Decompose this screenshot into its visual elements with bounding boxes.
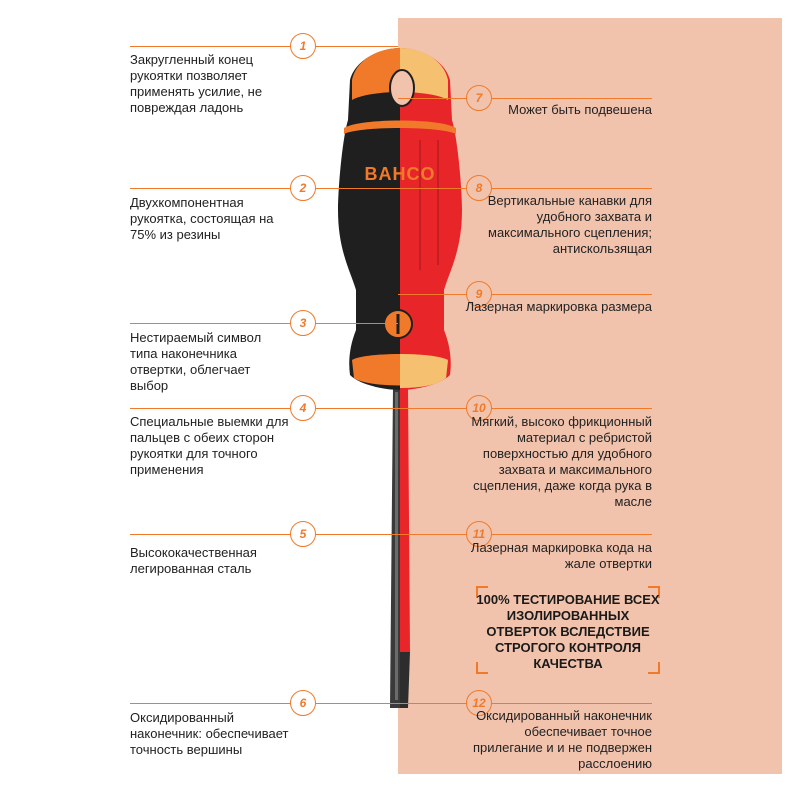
leader-line [398, 188, 652, 189]
feature-description: Вертикальные канавки для удобного захвата и максимального сцепления; антискользящая [487, 193, 652, 256]
leader-line [398, 408, 652, 409]
leader-line [130, 188, 398, 189]
leader-line [398, 703, 652, 704]
leader-line [130, 46, 398, 47]
feature-description: Нестираемый символ типа наконечника отвертки, облегчает выбор [130, 330, 262, 393]
feature-description: Мягкий, высоко фрикционный материал с ребристой поверхностью для удобного захвата и максимального сцепления, даже когда рука в масле [471, 414, 652, 509]
feature-number-badge: 4 [290, 395, 316, 421]
leader-line [398, 294, 652, 295]
feature-description: Лазерная маркировка кода на жале отвертки [470, 540, 652, 571]
leader-line [398, 534, 652, 535]
feature-number-badge: 10 [466, 395, 492, 421]
feature-description: Двухкомпонентная рукоятка, состоящая на 75% из резины [130, 195, 274, 242]
handle-rubber [338, 48, 400, 390]
feature-description: Высококачественная легированная сталь [130, 545, 257, 576]
feature-number-badge: 2 [290, 175, 316, 201]
feature-description: Оксидированный наконечник: обеспечивает точность вершины [130, 710, 289, 757]
feature-description: Специальные выемки для пальцев с обеих сторон рукоятки для точного применения [130, 414, 289, 477]
feature-number-badge: 1 [290, 33, 316, 59]
feature-description: Закругленный конец рукоятки позволяет применять усилие, не повреждая ладонь [130, 52, 263, 115]
leader-line [130, 703, 398, 704]
feature-description: Может быть подвешена [508, 102, 652, 117]
handle-collar-yellow [400, 354, 448, 388]
feature-number-badge: 6 [290, 690, 316, 716]
leader-line [398, 98, 652, 99]
feature-number-badge: 5 [290, 521, 316, 547]
brand-logo: BAHCO [364, 164, 436, 184]
quality-note-box [476, 586, 660, 674]
steel-shaft-highlight [395, 392, 398, 700]
leader-line [130, 323, 398, 324]
leader-line [130, 408, 398, 409]
insulated-shaft [400, 388, 410, 652]
quality-note-text: 100% ТЕСТИРОВАНИЕ ВСЕХ ИЗОЛИРОВАННЫХ ОТВЕРТОК ВСЛЕДСТВИЕ СТРОГОГО КОНТРОЛЯ КАЧЕСТВА [476, 592, 660, 671]
feature-number-badge: 8 [466, 175, 492, 201]
feature-description: Оксидированный наконечник обеспечивает точное прилегание и и не подвержен расслоению [473, 708, 652, 771]
feature-number-badge: 7 [466, 85, 492, 111]
feature-number-badge: 3 [290, 310, 316, 336]
hanging-hole [390, 70, 414, 106]
feature-number-badge: 11 [466, 521, 492, 547]
feature-description: Лазерная маркировка размера [465, 299, 652, 314]
leader-line [130, 534, 398, 535]
feature-number-badge: 9 [466, 281, 492, 307]
oxidized-tip [400, 652, 410, 708]
feature-number-badge: 12 [466, 690, 492, 716]
